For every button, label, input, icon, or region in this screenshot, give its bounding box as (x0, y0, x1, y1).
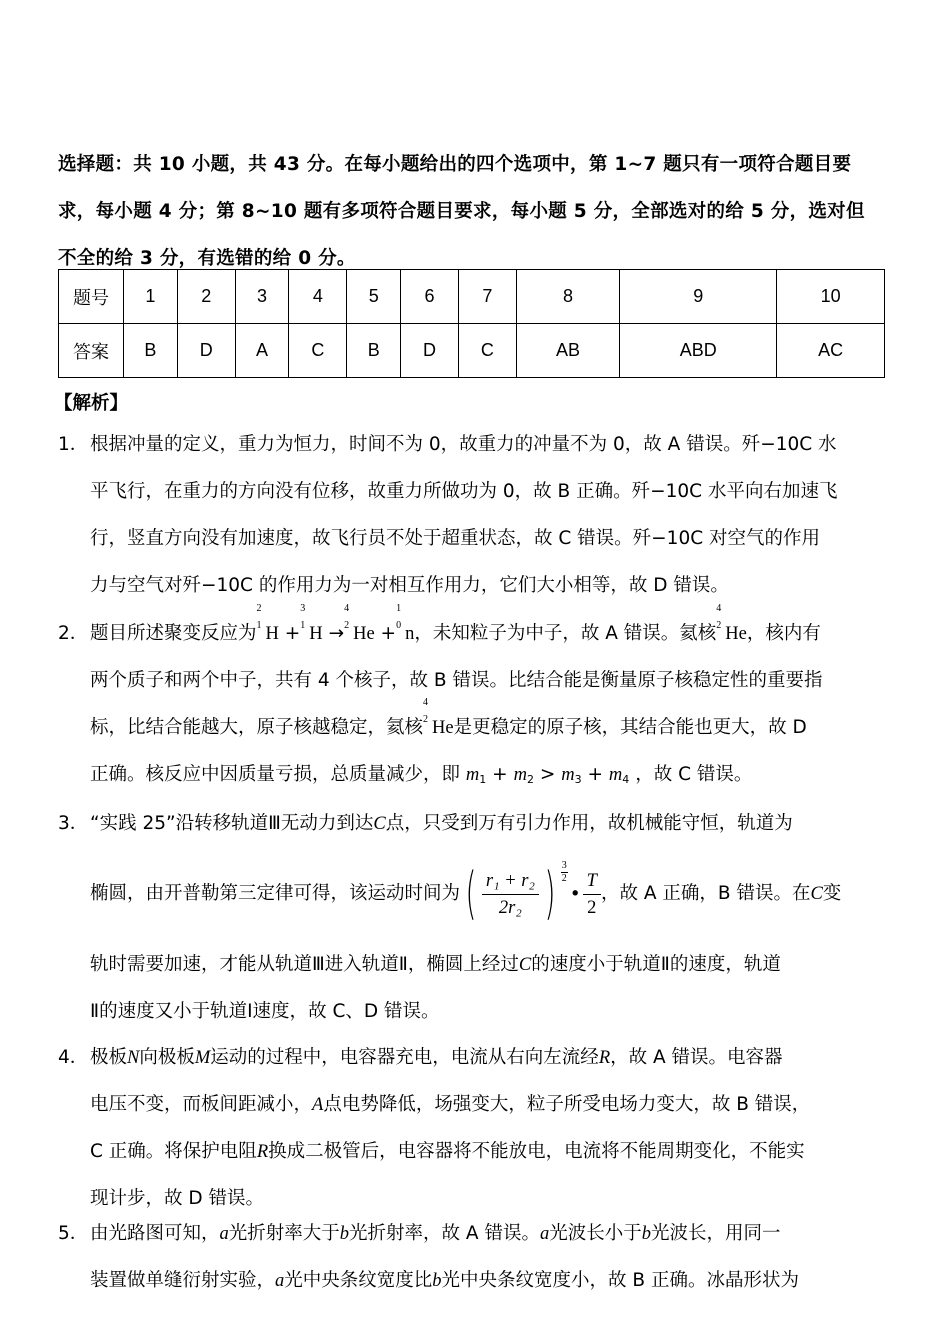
explanation-2 (58, 603, 884, 798)
subscript: 3 (574, 773, 582, 786)
text-span: 极板 (90, 1047, 128, 1068)
text-line (90, 941, 884, 988)
element: He (353, 624, 375, 644)
number-cell: 3 (235, 270, 289, 324)
analysis-heading: 【解析】 (54, 393, 129, 414)
explanation-4 (58, 1034, 884, 1222)
text-span: ，故 C 错误。 (635, 764, 753, 785)
text-span: “实践 25”沿转移轨道Ⅲ无动力到达 (90, 813, 374, 834)
text-span: 由光路图可知， (90, 1223, 220, 1244)
answer-cell: D (177, 324, 235, 378)
text-span: 光中央条纹宽度小，故 B 正确。冰晶形状为 (441, 1270, 799, 1291)
answer-cell: A (235, 324, 289, 378)
text-span: 正确。核反应中因质量亏损，总质量减少，即 (90, 764, 461, 785)
helium-symbol (716, 603, 747, 658)
point-label: C (518, 955, 532, 975)
text-span: ，故 A 错误。电容器 (610, 1047, 783, 1068)
helium-symbol (344, 603, 375, 658)
exponent-num: 3 (561, 860, 567, 871)
element: H (309, 624, 323, 644)
symbol: m (608, 765, 623, 785)
answer-cell: C (458, 324, 516, 378)
text-span: 点电势降低，场强变大，粒子所受电场力变大，故 B 错误， (323, 1094, 811, 1115)
radius-fraction (482, 868, 539, 921)
text-line (90, 847, 884, 941)
text-line (90, 751, 884, 798)
text-line: 平飞行，在重力的方向没有位移，故重力所做功为 0，故 B 正确。歼−10C 水平向右加速飞 (90, 481, 838, 502)
item-number: 4． (58, 1047, 89, 1068)
text-line (90, 1081, 884, 1128)
subscript: 4 (622, 773, 630, 786)
text-span: 标，比结合能越大，原子核越稳定，氦核 (90, 717, 424, 738)
numerator: r₁ + r₂ (482, 868, 539, 895)
text-span: 运动的过程中，电容器充电，电流从右向左流经 (210, 1047, 599, 1068)
text-line: 力与空气对歼−10C 的作用力为一对相互作用力，它们大小相等，故 D 错误。 (90, 575, 729, 596)
answer-cell: B (124, 324, 178, 378)
text-span: ，未知粒子为中子，故 A 错误。氦核 (414, 623, 717, 644)
text-line (90, 800, 884, 847)
plate-label: N (127, 1048, 140, 1068)
atomic-number: 2 (716, 620, 722, 631)
point-label: A (312, 1095, 324, 1115)
light-label: b (432, 1271, 442, 1291)
text-line: 行，竖直方向没有加速度，故飞行员不处于超重状态，故 C 错误。歼−10C 对空气的作用 (90, 528, 821, 549)
light-label: a (219, 1224, 229, 1244)
text-span: 光折射率，故 A 错误。 (349, 1223, 540, 1244)
element: He (725, 624, 747, 644)
answer-table (58, 269, 885, 378)
answer-cell: C (289, 324, 347, 378)
atomic-number: 1 (300, 620, 306, 631)
answer-cell: D (401, 324, 459, 378)
number-cell: 2 (177, 270, 235, 324)
mass-number: 4 (423, 697, 429, 708)
number-cell: 1 (124, 270, 178, 324)
light-label: a (539, 1224, 550, 1244)
helium-symbol (423, 697, 454, 752)
text-span: 装置做单缝衍射实验， (90, 1270, 276, 1291)
number-cell: 5 (347, 270, 401, 324)
mass-number: 2 (256, 603, 262, 614)
explanation-3 (58, 800, 884, 1035)
explanation-5 (58, 1210, 884, 1304)
element: He (432, 718, 454, 738)
answer-cell: ABD (620, 324, 777, 378)
symbol: m (465, 765, 480, 785)
instructions-line: 不全的给 3 分，有选错的给 0 分。 (58, 248, 356, 269)
text-line: Ⅱ的速度又小于轨道Ⅰ速度，故 C、D 错误。 (90, 1001, 440, 1022)
subscript: 1 (479, 773, 487, 786)
text-span: 的速度小于轨道Ⅱ的速度，轨道 (531, 954, 781, 975)
answer-cell: AB (516, 324, 619, 378)
text-span: ，核内有 (746, 623, 821, 644)
number-cell: 8 (516, 270, 619, 324)
instructions-line: 选择题：共 10 小题，共 43 分。在每小题给出的四个选项中，第 1~7 题只有一项符合题目要 (58, 154, 852, 175)
mass-inequality (466, 764, 635, 785)
text-span: C 正确。将保护电阻 (90, 1141, 257, 1162)
deuterium-symbol (256, 603, 279, 658)
right-paren: ) (544, 861, 556, 926)
answer-row (59, 324, 885, 378)
atomic-number: 2 (423, 714, 429, 725)
mass-number: 3 (300, 603, 306, 614)
answer-cell: AC (777, 324, 885, 378)
text-span: 椭圆，由开普勒第三定律可得，该运动时间为 (90, 883, 461, 904)
header-cell: 题号 (59, 270, 124, 324)
element: H (265, 624, 279, 644)
light-label: a (275, 1271, 285, 1291)
period-fraction (583, 868, 601, 921)
operator: + (492, 764, 508, 785)
denominator: 2r₂ (498, 897, 522, 918)
number-cell: 9 (620, 270, 777, 324)
light-label: b (641, 1224, 651, 1244)
number-cell: 10 (777, 270, 885, 324)
multiply-dot: • (569, 883, 581, 905)
text-span: 换成二极管后，电容器将不能放电，电流将不能周期变化，不能实 (268, 1141, 805, 1162)
mass-number: 4 (344, 603, 350, 614)
mass-number: 1 (396, 603, 402, 614)
text-span: 光中央条纹宽度比 (284, 1270, 433, 1291)
text-span: 向极板 (139, 1047, 195, 1068)
symbol: m (561, 765, 575, 785)
text-line: 根据冲量的定义，重力为恒力，时间不为 0，故重力的冲量不为 0，故 A 错误。歼−10C 水 (90, 434, 837, 455)
plate-label: M (194, 1048, 211, 1068)
tritium-symbol (300, 603, 323, 658)
number-cell: 6 (401, 270, 459, 324)
operator: > (539, 764, 556, 785)
text-span: 电压不变，而板间距减小， (90, 1094, 313, 1115)
subscript: 2 (526, 773, 534, 786)
text-span: 光波长，用同一 (650, 1223, 781, 1244)
instructions (58, 146, 890, 287)
text-line (90, 603, 884, 657)
resistor-label: R (256, 1142, 269, 1162)
number-row (59, 270, 885, 324)
left-paren: ( (465, 861, 477, 926)
mass-number: 4 (716, 603, 722, 614)
atomic-number: 1 (256, 620, 262, 631)
text-span: 点，只受到万有引力作用，故机械能守恒，轨道为 (385, 813, 793, 834)
text-line (90, 1128, 884, 1175)
element: n (405, 624, 415, 644)
numerator: T (583, 868, 601, 895)
operator: + (380, 623, 397, 644)
number-cell: 4 (289, 270, 347, 324)
resistor-label: R (598, 1048, 611, 1068)
point-label: C (810, 884, 823, 904)
symbol: m (513, 765, 527, 785)
time-formula (460, 860, 601, 926)
item-number: 5． (58, 1223, 89, 1244)
number-cell: 7 (458, 270, 516, 324)
neutron-symbol (396, 603, 415, 658)
exponent (561, 860, 568, 885)
text-span: 轨时需要加速，才能从轨道Ⅲ进入轨道Ⅱ，椭圆上经过 (90, 954, 519, 975)
text-span: 变 (822, 883, 842, 904)
denominator: 2 (587, 897, 597, 918)
text-line: 两个质子和两个中子，共有 4 个核子，故 B 错误。比结合能是衡量原子核稳定性的重要指 (90, 670, 823, 691)
reaction-arrow: → (328, 623, 345, 644)
explanation-1 (58, 421, 884, 609)
item-number: 2． (58, 623, 89, 644)
instructions-line: 求，每小题 4 分；第 8~10 题有多项符合题目要求，每小题 5 分，全部选对的给 5 分，选对但 (58, 201, 865, 222)
operator: + (284, 623, 301, 644)
light-label: b (339, 1224, 350, 1244)
operator: + (587, 764, 604, 785)
exponent-den: 2 (561, 873, 567, 884)
header-cell: 答案 (59, 324, 124, 378)
point-label: C (373, 814, 386, 834)
text-span: 题目所述聚变反应为 (90, 623, 257, 644)
text-line: 现计步，故 D 错误。 (90, 1188, 265, 1209)
text-span: 是更稳定的原子核，其结合能也更大，故 D (453, 717, 807, 738)
item-number: 1． (58, 434, 89, 455)
atomic-number: 2 (344, 620, 350, 631)
item-number: 3． (58, 813, 89, 834)
text-line (90, 697, 884, 751)
text-span: 光折射率大于 (228, 1223, 340, 1244)
text-line (90, 1210, 884, 1257)
text-span: ，故 A 正确，B 错误。在 (600, 883, 811, 904)
text-line (90, 1034, 884, 1081)
text-line (90, 1257, 884, 1304)
text-span: 光波长小于 (549, 1223, 642, 1244)
atomic-number: 0 (396, 620, 402, 631)
answer-cell: B (347, 324, 401, 378)
